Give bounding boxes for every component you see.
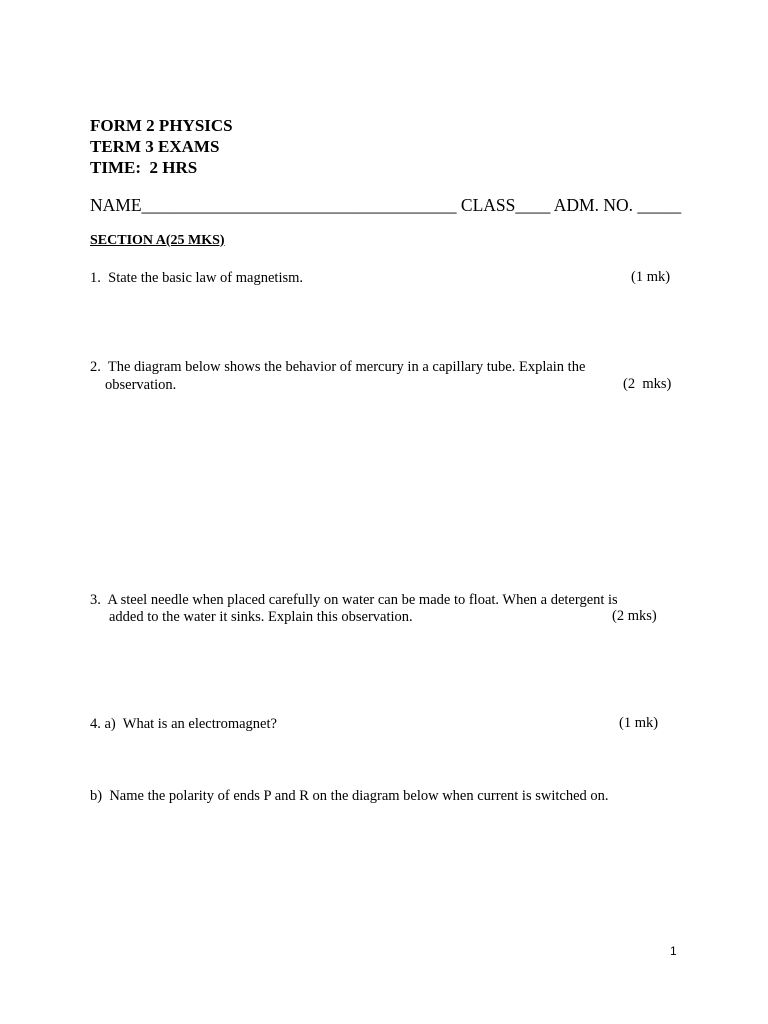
exam-time: TIME: 2 HRS <box>90 158 198 177</box>
question-2-text: 2. The diagram below shows the behavior of mercury in a capillary tube. Explain the <box>90 359 586 375</box>
question-2-text-cont: observation. <box>105 377 177 393</box>
student-info-line: NAME____________________________________ CLASS____ ADM. NO. _____ <box>90 195 682 215</box>
section-heading: SECTION A(25 MKS) <box>90 233 225 248</box>
question-2-marks: (2 mks) <box>623 376 672 392</box>
question-1-marks: (1 mk) <box>631 269 671 285</box>
page-number: 1 <box>670 944 677 958</box>
question-3-marks: (2 mks) <box>612 608 657 624</box>
question-4b-text: b) Name the polarity of ends P and R on the diagram below when current is switched on. <box>90 788 609 804</box>
question-3-text-cont: added to the water it sinks. Explain this observation. <box>109 609 413 625</box>
question-3-text: 3. A steel needle when placed carefully on water can be made to float. When a detergent is <box>90 592 618 608</box>
question-4a-text: 4. a) What is an electromagnet? <box>90 716 277 732</box>
exam-term: TERM 3 EXAMS <box>90 137 220 156</box>
exam-title: FORM 2 PHYSICS <box>90 116 233 135</box>
question-1-text: 1. State the basic law of magnetism. <box>90 270 304 286</box>
question-4a-marks: (1 mk) <box>619 715 659 731</box>
